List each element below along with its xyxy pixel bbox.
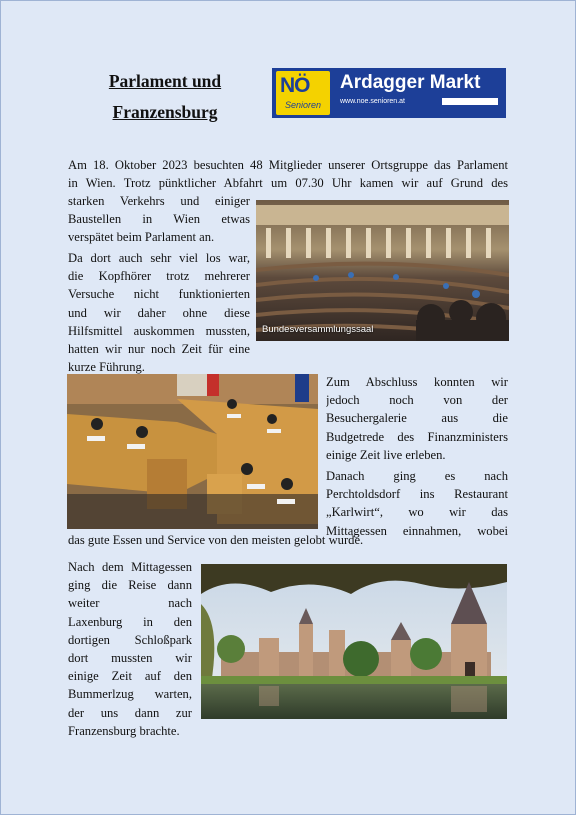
page-title [90, 66, 240, 128]
text-line: starken Verkehrs und einiger [68, 194, 250, 208]
logo-badge-text: NÖ [280, 74, 310, 97]
text-line: Hilfsmittel auskommen mussten, [68, 323, 250, 338]
text-line: der uns dann zur [68, 705, 192, 720]
text-line: Besuchergalerie aus die [326, 411, 508, 426]
paragraph-lunch [326, 467, 508, 540]
text-line: verspätet beim Parlament an. [68, 230, 215, 245]
logo-url: www.noe.senioren.at [340, 98, 405, 105]
text-line: Versuche nicht funktionierten [68, 287, 250, 302]
text-line: dort mussten wir [68, 651, 192, 666]
logo-badge-sub: Senioren [285, 100, 322, 110]
photo-assembly-hall [256, 200, 509, 341]
text-line: Danach ging es nach [326, 469, 508, 483]
text-line: die Kopfhörer trotz mehrerer [68, 269, 250, 284]
paragraph-headphones [68, 249, 250, 376]
text-line: Nach dem Mittagessen [68, 560, 192, 574]
title-line-1: Parlament und [108, 71, 222, 91]
text-line: ging die Reise dann [68, 578, 192, 593]
logo-badge [276, 71, 330, 115]
text-line: das gute Essen und Service von den meisten gelobt wurde. [68, 533, 364, 547]
text-line: Mittagessen einnahmen, wobei [326, 523, 508, 538]
text-line: weiter nach [68, 596, 192, 611]
text-line: Da dort auch sehr viel los war, [68, 251, 250, 265]
photo-budget-speech [67, 374, 318, 529]
text-line: Franzensburg brachte. [68, 723, 180, 738]
text-line: und wir daher ohne diese [68, 305, 250, 320]
text-line: Am 18. Oktober 2023 besuchten 48 Mitglieder unserer Ortsgruppe das Parlament [68, 158, 508, 172]
paragraph-lunch-cont [68, 531, 508, 549]
paragraph-laxenburg [68, 558, 192, 740]
paragraph-intro [68, 156, 508, 192]
text-line: „Karlwirt“, wo wir das [326, 505, 508, 520]
text-line: hatten wir nur noch Zeit für eine [68, 342, 250, 357]
text-line: einige Zeit auf den [68, 669, 192, 684]
logo-banner [272, 68, 506, 118]
photo-franzensburg [201, 564, 507, 719]
text-line: jedoch noch von der [326, 393, 508, 408]
paragraph-budget [326, 373, 508, 464]
text-line: Bummerlzug warten, [68, 687, 192, 702]
logo-name: Ardagger Markt [340, 72, 481, 93]
text-line: Zum Abschluss konnten wir [326, 375, 508, 389]
text-line: Laxenburg in den [68, 614, 192, 629]
paragraph-intro-cont [68, 192, 250, 247]
logo-bar [442, 98, 498, 105]
text-line: dortigen Schloßpark [68, 632, 192, 647]
text-line: einige Zeit live erleben. [326, 447, 446, 462]
text-line: kurze Führung. [68, 360, 145, 375]
photo-caption: Bundesversammlungssaal [262, 324, 374, 335]
text-line: Budgetrede des Finanzministers [326, 429, 508, 444]
title-line-2: Franzensburg [112, 102, 218, 122]
text-line: in Wien. Trotz pünktlicher Abfahrt um 07.30 Uhr kamen wir auf Grund des [68, 176, 508, 191]
text-line: Perchtoldsdorf ins Restaurant [326, 487, 508, 502]
text-line: Baustellen in Wien etwas [68, 212, 250, 227]
